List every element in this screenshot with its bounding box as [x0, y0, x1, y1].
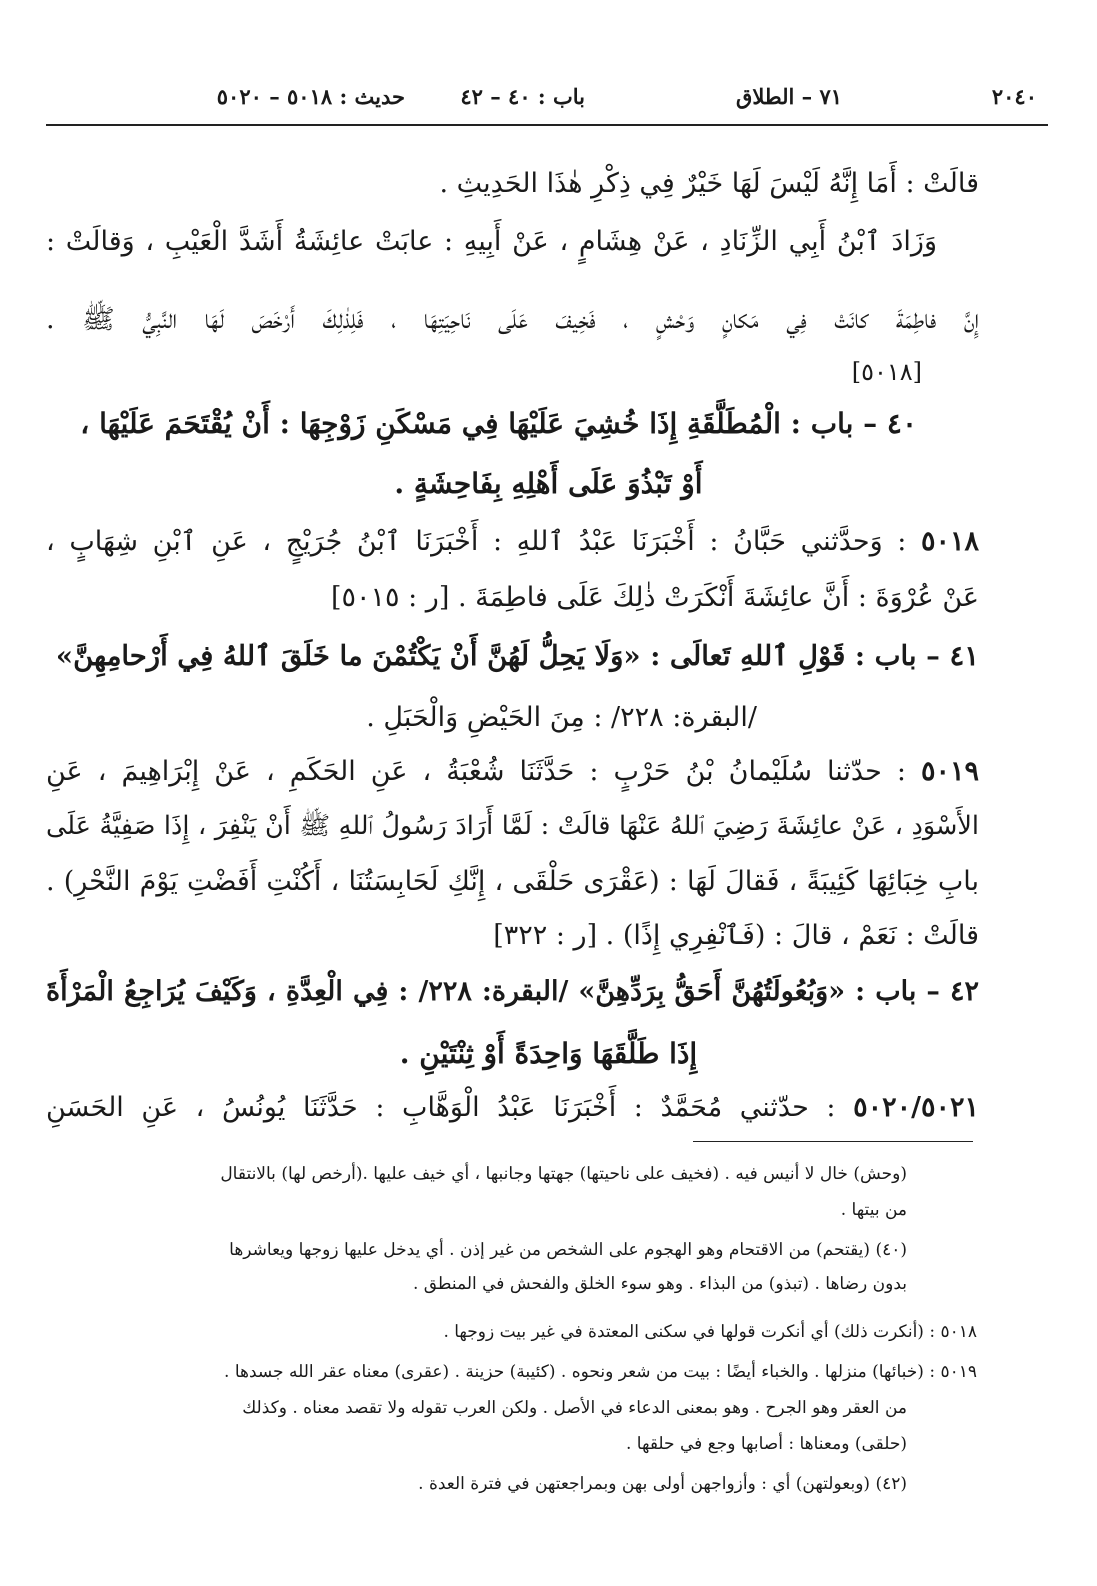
hadith-line — [46, 752, 979, 792]
hadith-line: عَنْ عُرْوَةَ : أَنَّ عائِشَةَ أَنْكَرَتْ ذٰلِكَ عَلَى فاطِمَةَ . [ر : ٥٠١٥] — [330, 582, 979, 613]
chapter-heading: إِذَا طَلَّقَهَا وَاحِدَةً أَوْ ثِنْتَيْنِ . — [399, 1037, 698, 1070]
page-number: ٢٠٤٠ — [991, 84, 1037, 109]
hadith-text: : حدّثنا سُلَيْمانُ بْنُ حَرْبٍ : حَدَّثَنَا شُعْبَةُ ، عَنِ الحَكَمِ ، عَنْ إِبْرَاهِيمَ ، عَنِ — [46, 756, 906, 787]
footnote-line: (٤٠) (يقتحم) من الاقتحام وهو الهجوم على الشخص من غير إذن . أي يدخل عليها زوجها ويعاشرها — [229, 1240, 907, 1260]
hadith-line: الأَسْوَدِ ، عَنْ عائِشَةَ رَضِيَ ٱللهُ عَنْهَا قالَتْ : لَمَّا أَرَادَ رَسُولُ ٱللهِ ﷺ أَنْ يَنْفِرَ ، إِذَا صَفِيَّةُ عَلَى — [46, 811, 979, 841]
hadith-line: قالَتْ : نَعَمْ ، قالَ : (فَٱنْفِرِي إِذًا) . [ر : ٣٢٢] — [493, 920, 979, 951]
footnote-line: ٥٠١٨ : (أنكرت ذلك) أي أنكرت قولها في سكنى المعتدة في غير بيت زوجها . — [443, 1322, 977, 1342]
chapter-heading: ٤١ – باب : قَوْلِ ٱللهِ تَعالَى : «وَلَا يَحِلُّ لَهُنَّ أَنْ يَكْتُمْنَ ما خَلَقَ ٱللهُ فِي أَرْحامِهِنَّ» — [55, 640, 979, 672]
hadith-line — [46, 522, 979, 562]
footnote-line: (٤٢) (وبعولتهن) أي : وأزواجهن أولى بهن وبمراجعتهن في فترة العدة . — [418, 1474, 907, 1494]
hadith-ref: [٥٠١٨] — [851, 358, 922, 386]
hadith-number: ٥٠٢٠/٥٠٢١ — [853, 1092, 979, 1123]
footnote-rule — [693, 1141, 973, 1142]
chapter-range: باب : ٤٠ – ٤٢ — [460, 84, 585, 109]
chapter-heading: ٤٢ – باب : «وَبُعُولَتُهُنَّ أَحَقُّ بِرَدِّهِنَّ» /البقرة: ٢٢٨/ : فِي الْعِدَّةِ ، وَكَيْفَ يُرَاجِعُ الْمَرْأَةَ — [46, 976, 979, 1007]
hadith-number: ٥٠١٨ — [920, 526, 979, 557]
book-title: ٧١ – الطلاق — [736, 84, 842, 109]
hadith-line — [46, 1088, 979, 1128]
chapter-heading: أَوْ تَبْذُوَ عَلَى أَهْلِهِ بِفَاحِشَةٍ . — [394, 467, 703, 500]
hadith-range: حديث : ٥٠١٨ – ٥٠٢٠ — [216, 84, 405, 109]
hadith-text: : وَحدَّثني حَبَّانُ : أَخْبَرَنَا عَبْدُ ٱللهِ : أَخْبَرَنَا ٱبْنُ جُرَيْجٍ ، عَنِ ٱبْنِ شِهَابٍ ، — [46, 526, 907, 557]
footnote-line: من بيتها . — [840, 1200, 907, 1220]
chapter-heading-cont: /البقرة: ٢٢٨/ : مِنَ الحَيْضِ وَالْحَبَلِ . — [366, 702, 757, 733]
hadith-text: : حدّثني مُحَمَّدٌ : أَخْبَرَنَا عَبْدُ الْوَهَّابِ : حَدَّثَنَا يُونُسُ ، عَنِ الحَسَنِ — [46, 1092, 836, 1123]
hadith-line: بابِ خِبَائِهَا كَئِيبَةً ، فَقالَ لَهَا : (عَقْرَى حَلْقَى ، إِنَّكِ لَحَابِسَتُنَا ، أَكُنْتِ أَفَضْتِ يَوْمَ النَّحْرِ) . — [46, 866, 979, 897]
text-line: قالَتْ : أَمَا إِنَّهُ لَيْسَ لَهَا خَيْرٌ فِي ذِكْرِ هٰذَا الحَدِيثِ . — [439, 168, 979, 199]
footnote-line: (حلقى) ومعناها : أصابها وجع في حلقها . — [626, 1434, 907, 1454]
hadith-number: ٥٠١٩ — [920, 756, 979, 787]
footnote-line: بدون رضاها . (تبذو) من البذاء . وهو سوء الخلق والفحش في المنطق . — [412, 1274, 907, 1294]
footnote-line: ٥٠١٩ : (خبائها) منزلها . والخباء أيضًا : بيت من شعر ونحوه . (كئيبة) حزينة . (عقرى) معناه عقر الله جسدها . — [224, 1362, 977, 1382]
text-line: إِنَّ فاطِمَةَ كانَتْ فِي مَكانٍ وَحْشٍ ، فَخِيفَ عَلَى نَاحِيَتِهَا ، فَلِذٰلِكَ أَرْخَصَ لَهَا النَّبِيُّ ﷺ . — [46, 304, 979, 335]
footnote-line: (وحش) خال لا أنيس فيه . (فخيف على ناحيتها) جهتها وجانبها ، أي خيف عليها .(أرخص لها) بالانتقال — [220, 1164, 907, 1184]
text-line: وَزَادَ ٱبْنُ أَبِي الزِّنَادِ ، عَنْ هِشَامٍ ، عَنْ أَبِيهِ : عابَتْ عائِشَةُ أَشَدَّ الْعَيْبِ ، وَقالَتْ : — [46, 226, 937, 257]
chapter-heading: ٤٠ – باب : الْمُطَلَّقَةِ إِذَا خُشِيَ عَلَيْهَا فِي مَسْكَنِ زَوْجِهَا : أَنْ يُقْتَحَمَ عَلَيْهَا ، — [80, 407, 917, 440]
header-rule — [46, 124, 1048, 126]
footnote-line: من العقر وهو الجرح . وهو بمعنى الدعاء في الأصل . ولكن العرب تقوله ولا تقصد معناه . وكذلك — [242, 1398, 907, 1418]
